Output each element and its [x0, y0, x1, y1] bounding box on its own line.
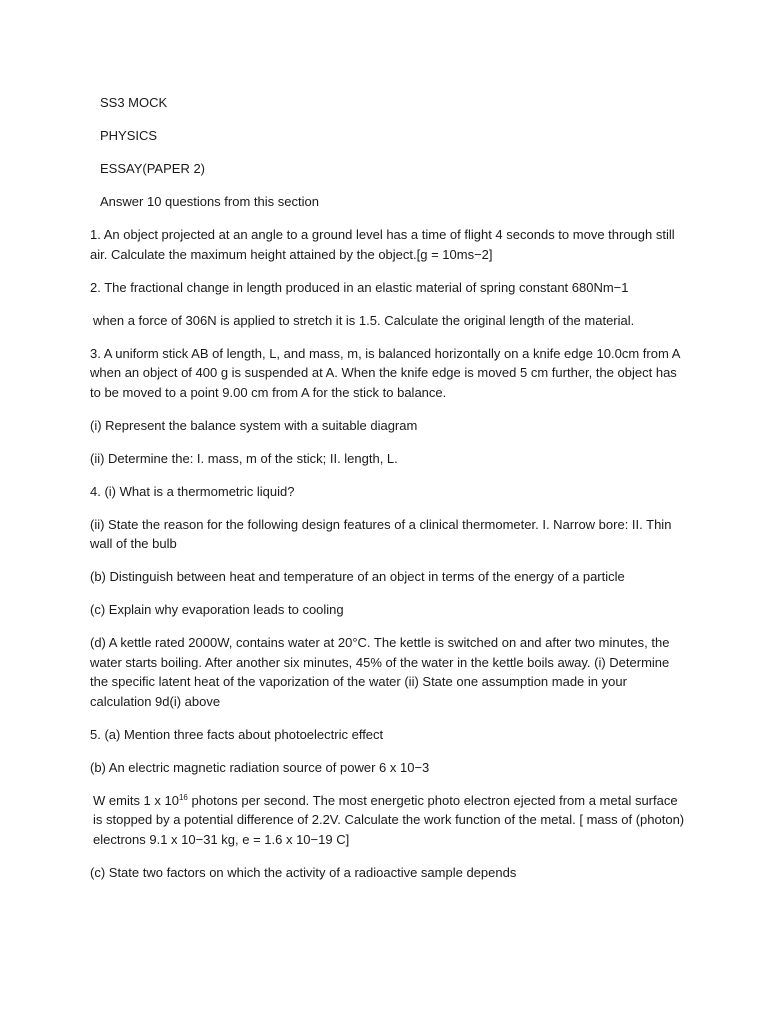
question-2-part-a: 2. The fractional change in length produced in an elastic material of spring constant 680Nm−1 [90, 279, 629, 295]
exam-paper-heading: ESSAY(PAPER 2) [100, 161, 205, 176]
question-2-part-b: when a force of 306N is applied to stretch it is 1.5. Calculate the original length of the material. [93, 312, 635, 328]
question-4-ii: (ii) State the reason for the following design features of a clinical thermometer. I. Narrow bore: II. Thin wall of the bulb [90, 516, 672, 551]
exam-class-heading: SS3 MOCK [100, 95, 168, 110]
question-5-c: (c) State two factors on which the activity of a radioactive sample depends [90, 864, 517, 880]
exam-subject-heading: PHYSICS [100, 128, 158, 143]
question-5-a: 5. (a) Mention three facts about photoelectric effect [90, 726, 384, 742]
exam-page [90, 93, 690, 896]
question-5-b: (b) An electric magnetic radiation source of power 6 x 10−3 [90, 759, 430, 775]
q5b-exponent: 16 [178, 792, 188, 802]
question-3-i: (i) Represent the balance system with a suitable diagram [90, 417, 418, 433]
exam-instruction: Answer 10 questions from this section [100, 194, 319, 209]
question-4-d: (d) A kettle rated 2000W, contains water at 20°C. The kettle is switched on and after two minutes, the water starts boiling. After another six minutes, 45% of the water in the kettle boils away. (i) Determine the specific latent heat of the vaporization of the water (ii) State one assumption made in your calculation 9d(i) above [90, 635, 670, 709]
question-3-ii: (ii) Determine the: I. mass, m of the stick; II. length, L. [90, 450, 398, 466]
question-4-i: 4. (i) What is a thermometric liquid? [90, 483, 295, 499]
q5b-rest-text: photons per second. The most energetic photo electron ejected from a metal surface is stopped by a potential difference of 2.2V. Calculate the work function of the metal. [ mass of (photon) electrons 9.1 x 10−31 kg, e = 1.6 x 10−19 C] [93, 792, 685, 847]
question-4-c: (c) Explain why evaporation leads to cooling [90, 602, 344, 617]
question-5-b-continued [90, 791, 690, 850]
question-1: 1. An object projected at an angle to a ground level has a time of flight 4 seconds to move through still air. Calculate the maximum height attained by the object.[g = 10ms−2] [90, 227, 675, 262]
question-4-b: (b) Distinguish between heat and temperature of an object in terms of the energy of a particle [90, 569, 625, 584]
q5b-prefix-text: W emits 1 x 10 [93, 792, 179, 808]
question-3: 3. A uniform stick AB of length, L, and mass, m, is balanced horizontally on a knife edge 10.0cm from A when an object of 400 g is suspended at A. When the knife edge is moved 5 cm further, the object has to be moved to a point 9.00 cm from A for the stick to balance. [90, 345, 680, 400]
